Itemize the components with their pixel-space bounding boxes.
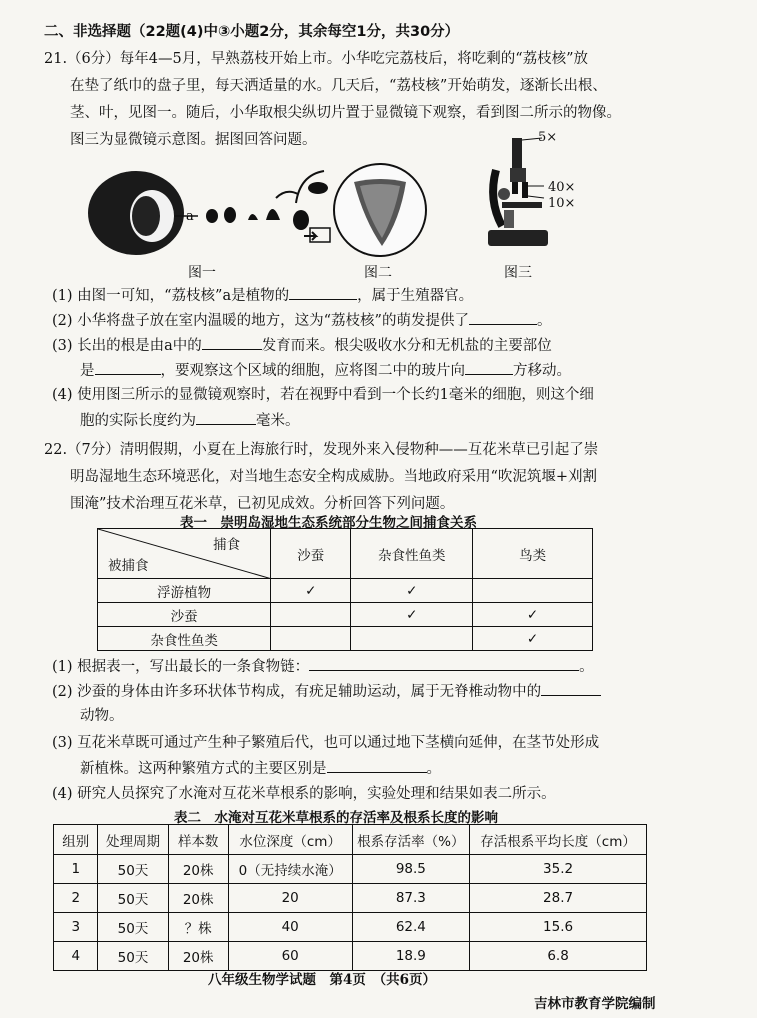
q22-sub3-answer-blank[interactable] — [327, 758, 427, 773]
q22-sub1-text: (1) 根据表一，写出最长的一条食物链： — [52, 659, 310, 675]
table1-corner-top: 捕食 — [213, 537, 241, 553]
table2-cell: 50天 — [98, 855, 168, 884]
table1-cell — [271, 627, 351, 651]
table1-cell: ✓ — [473, 627, 593, 651]
figure-2-label: 图二 — [364, 265, 392, 281]
table2-cell: 20株 — [168, 884, 228, 913]
table2-cell: 6.8 — [470, 942, 647, 971]
q22-sub2-answer-blank[interactable] — [541, 681, 601, 696]
table2-cell: 40 — [228, 913, 352, 942]
q22-intro-line-1: 22.（7分）清明假期，小夏在上海旅行时，发现外来入侵物种——互花米草已引起了崇 — [44, 442, 599, 458]
table2-cell: 60 — [228, 942, 352, 971]
q21-sub4-line1: (4) 使用图三所示的显微镜观察时，若在视野中看到一个长约1毫米的细胞，则这个细 — [52, 387, 594, 403]
q21-sub4-answer-blank[interactable] — [196, 410, 256, 425]
table1-cell: ✓ — [351, 579, 473, 603]
table2-cell: 1 — [54, 855, 98, 884]
table2-cell: 20 — [228, 884, 352, 913]
table2-cell: 28.7 — [470, 884, 647, 913]
table1-cell — [271, 603, 351, 627]
table2-caption: 表二 水淹对互花米草根系的存活率及根系长度的影响 — [174, 810, 498, 826]
table1-col-header: 沙蚕 — [271, 529, 351, 579]
q22-sub4: (4) 研究人员探究了水淹对互花米草根系的影响，实验处理和结果如表二所示。 — [52, 786, 556, 802]
lens-10x-label: 10× — [548, 196, 576, 211]
table1-row-label: 沙蚕 — [98, 603, 271, 627]
q22-intro-line-2: 明岛湿地生态环境恶化，对当地生态安全构成威胁。当地政府采用“吹泥筑堰+刈割 — [70, 469, 598, 485]
table1-row-label: 浮游植物 — [98, 579, 271, 603]
q21-sub1 — [52, 285, 473, 306]
table2-header: 水位深度（cm） — [228, 825, 352, 855]
table1-row-label: 杂食性鱼类 — [98, 627, 271, 651]
q22-sub3-text-end: 。 — [426, 761, 441, 777]
q21-sub3-answer-blank-2[interactable] — [95, 360, 161, 375]
q21-sub1-text: (1) 由图一可知，“荔枝核”a是植物的 — [52, 288, 290, 304]
q22-sub1-text-end: 。 — [579, 659, 594, 675]
table2-cell: 20株 — [168, 942, 228, 971]
q21-sub2-text: (2) 小华将盘子放在室内温暖的地方，这为“荔枝核”的萌发提供了 — [52, 313, 469, 329]
figure-1-label: 图一 — [188, 265, 216, 281]
table2-cell: 3 — [54, 913, 98, 942]
q22-sub2-text: (2) 沙蚕的身体由许多环状体节构成，有疣足辅助运动，属于无脊椎动物中的 — [52, 684, 542, 700]
figure-3-microscope — [482, 130, 592, 255]
q22-sub3-line2 — [80, 758, 441, 779]
q21-sub3-answer-blank-3[interactable] — [465, 360, 513, 375]
table2-cell: 4 — [54, 942, 98, 971]
table2-cell: 98.5 — [352, 855, 470, 884]
fig1-label-a: a — [186, 209, 194, 224]
table1-col-header: 鸟类 — [473, 529, 593, 579]
q21-sub4-line2 — [80, 410, 300, 431]
q21-intro-line-1: 21.（6分）每年4—5月，早熟荔枝开始上市。小华吃完荔枝后，将吃剩的“荔枝核”放 — [44, 51, 589, 67]
table2-header: 组别 — [54, 825, 98, 855]
q22-sub3-line1: (3) 互花米草既可通过产生种子繁殖后代，也可以通过地下茎横向延伸，在茎节处形成 — [52, 735, 600, 751]
table2-cell: 20株 — [168, 855, 228, 884]
q21-sub3-answer-blank-1[interactable] — [202, 335, 262, 350]
q22-sub2-line2: 动物。 — [80, 708, 124, 724]
table2-cell: 18.9 — [352, 942, 470, 971]
section-header: 二、非选择题（22题(4)中③小题2分，其余每空1分，共30分） — [44, 24, 460, 40]
q22-sub2-line1 — [52, 681, 601, 702]
q22-sub1 — [52, 656, 594, 677]
q21-sub2-text-end: 。 — [536, 313, 552, 329]
table2-cell: 15.6 — [470, 913, 647, 942]
table2-cell: 62.4 — [352, 913, 470, 942]
lens-40x-label: 40× — [548, 180, 576, 195]
table1-caption: 表一 崇明岛湿地生态系统部分生物之间捕食关系 — [180, 515, 477, 531]
q22-sub3-text: 新植株。这两种繁殖方式的主要区别是 — [80, 761, 327, 777]
table1-col-header: 杂食性鱼类 — [351, 529, 473, 579]
table1-cell — [473, 579, 593, 603]
table2-flooding-effects — [53, 824, 647, 971]
figure-3-label: 图三 — [504, 265, 532, 281]
table2-header: 存活根系平均长度（cm） — [470, 825, 647, 855]
footer-publisher: 吉林市教育学院编制 — [534, 996, 656, 1012]
q21-sub4-text: 胞的实际长度约为 — [80, 413, 196, 429]
table2-cell: 50天 — [98, 942, 168, 971]
q21-sub3-text-3: 是 — [80, 363, 95, 379]
table2-cell: 50天 — [98, 913, 168, 942]
table2-cell: 50天 — [98, 884, 168, 913]
q21-sub1-text-end: ，属于生殖器官。 — [357, 288, 474, 304]
q21-sub2-answer-blank[interactable] — [469, 310, 537, 325]
q22-sub1-answer-blank[interactable] — [309, 656, 579, 671]
q21-sub3-text-2: 发育而来。根尖吸收水分和无机盐的主要部位 — [261, 338, 552, 354]
table1-corner-bottom: 被捕食 — [108, 558, 149, 574]
table2-cell: 0（无持续水淹） — [228, 855, 352, 884]
q21-sub2 — [52, 310, 551, 331]
table2-header: 样本数 — [168, 825, 228, 855]
q21-intro-line-4: 图三为显微镜示意图。据图回答问题。 — [70, 132, 317, 148]
q21-sub3-text-4: ，要观察这个区域的细胞，应将图二中的玻片向 — [160, 363, 465, 379]
figure-2-microscope-view — [330, 160, 430, 260]
q21-sub4-text-end: 毫米。 — [256, 413, 300, 429]
q21-intro-line-3: 茎、叶，见图一。随后，小华取根尖纵切片置于显微镜下观察，看到图二所示的物像。 — [70, 105, 621, 121]
table2-cell: 87.3 — [352, 884, 470, 913]
q21-intro-line-2: 在垫了纸巾的盘子里，每天洒适量的水。几天后，“荔枝核”开始萌发，逐渐长出根、 — [70, 78, 607, 94]
table1-cell: ✓ — [473, 603, 593, 627]
q21-sub3-text: (3) 长出的根是由a中的 — [52, 338, 202, 354]
figure-1-lychee-seed — [86, 158, 336, 258]
table1-cell: ✓ — [351, 603, 473, 627]
table2-header: 根系存活率（%） — [352, 825, 470, 855]
table1-corner-cell — [98, 529, 271, 579]
table2-cell: 2 — [54, 884, 98, 913]
q21-sub1-answer-blank[interactable] — [289, 285, 357, 300]
table2-header: 处理周期 — [98, 825, 168, 855]
q22-intro-line-3: 围淹”技术治理互花米草，已初见成效。分析回答下列问题。 — [70, 496, 455, 512]
table2-cell: ？株 — [168, 913, 228, 942]
table2-cell: 35.2 — [470, 855, 647, 884]
table1-predation — [97, 528, 593, 651]
q21-sub3-line1 — [52, 335, 552, 356]
footer-page-info: 八年级生物学试题 第4页 （共6页） — [208, 972, 437, 988]
q21-sub3-text-5: 方移动。 — [513, 363, 571, 379]
table1-cell: ✓ — [271, 579, 351, 603]
lens-5x-label: 5× — [538, 130, 558, 145]
table1-cell — [351, 627, 473, 651]
q21-sub3-line2 — [80, 360, 571, 381]
